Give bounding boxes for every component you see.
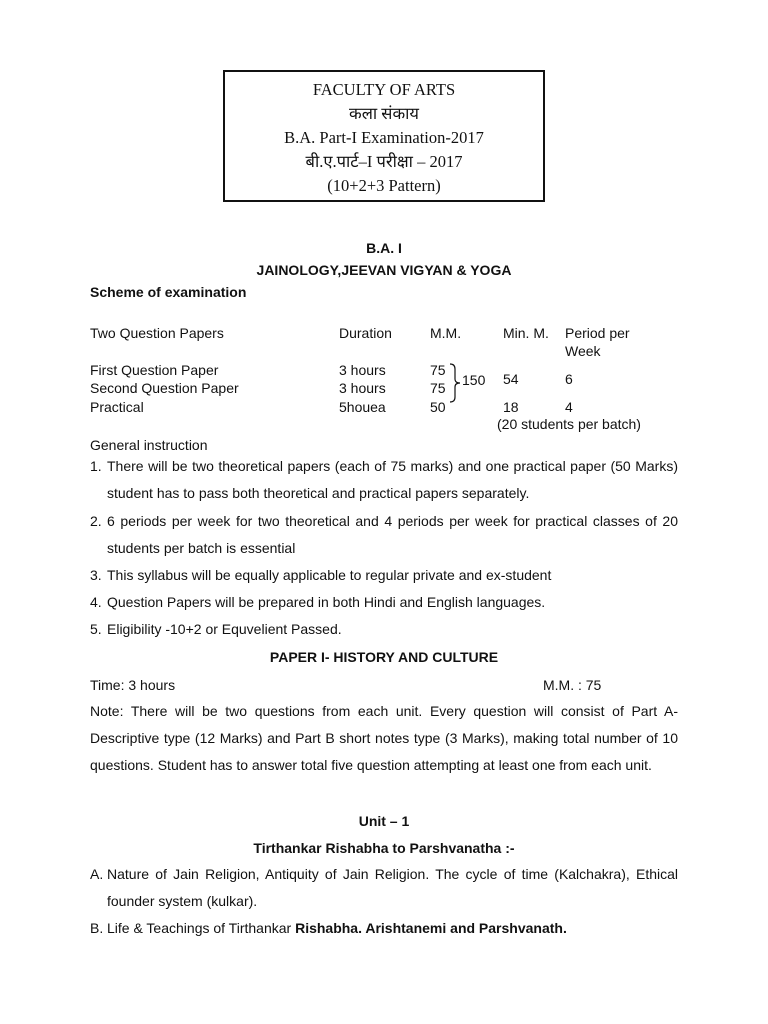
list-item-text: There will be two theoretical papers (each of 75 marks) and one practical paper (50 Marks) student has to pass both theoretical and practical papers separately. [107,458,678,501]
theory-period: 6 [565,371,573,387]
brace-icon [449,363,461,403]
header-box [223,70,545,202]
pattern-label: (10+2+3 Pattern) [327,176,441,195]
paper-max-marks: M.M. : 75 [543,677,602,693]
faculty-title: FACULTY OF ARTS [312,80,456,99]
list-item [90,508,678,562]
theory-total: 150 [462,372,486,388]
list-item-text-bold: Rishabha. Arishtanemi and Parshvanath. [295,920,567,936]
list-item [90,915,678,942]
list-item-text [90,915,678,942]
unit-heading: Unit – 1 [358,813,410,829]
col-duration: Duration [339,325,392,341]
batch-note: (20 students per batch) [497,416,641,432]
table-row-mm: 75 [430,362,446,378]
scheme-heading: Scheme of examination [90,284,247,300]
list-item [90,616,678,643]
list-item-number: 4. [90,594,102,610]
col-min: Min. M. [503,325,549,341]
instructions-heading: General instruction [90,437,208,453]
list-item [90,589,678,616]
table-row-duration: 5houea [339,399,386,415]
table-row-min: 18 [503,399,519,415]
table-row-duration: 3 hours [339,380,386,396]
table-row-mm: 75 [430,380,446,396]
paper-time: Time: 3 hours [90,677,176,693]
list-item-number: B. [90,920,104,936]
list-item-text: Question Papers will be prepared in both Hindi and English languages. [107,594,546,610]
list-item-number: 3. [90,567,102,583]
list-item [90,861,678,915]
table-row-paper: First Question Paper [90,362,219,378]
col-period: Period per [565,325,630,341]
list-item-number: 5. [90,621,102,637]
paper-note: Note: There will be two questions from each unit. Every question will consist of Part A- Descriptive type (12 Marks) and Part B short notes type (3 Marks), making total number of 10 questions. Student has to answer total five question attempting at least one from each unit. [90,703,678,773]
course-title: JAINOLOGY,JEEVAN VIGYAN & YOGA [256,262,512,278]
table-row-paper: Practical [90,399,144,415]
col-mm: M.M. [430,325,462,341]
theory-min: 54 [503,371,519,387]
list-item-number: A. [90,866,104,882]
exam-title-hindi: बी.ए.पार्ट–I परीक्षा – 2017 [305,152,463,171]
paper-heading: PAPER I- HISTORY AND CULTURE [269,649,499,665]
list-item-text: Eligibility -10+2 or Equvelient Passed. [107,621,342,637]
table-row-duration: 3 hours [339,362,386,378]
col-papers: Two Question Papers [90,325,224,341]
col-period-week: Week [565,343,601,359]
table-row-mm: 50 [430,399,446,415]
list-item [90,562,678,589]
list-item-text-plain: Life & Teachings of Tirthankar [107,920,296,936]
list-item-text: Nature of Jain Religion, Antiquity of Jain Religion. The cycle of time (Kalchakra), Ethical founder system (kulkar). [107,866,678,909]
unit-title: Tirthankar Rishabha to Parshvanatha :- [253,840,515,856]
table-row-paper: Second Question Paper [90,380,239,396]
list-item-number: 2. [90,513,102,529]
faculty-title-hindi: कला संकाय [349,104,419,123]
list-item-number: 1. [90,458,102,474]
table-row-period: 4 [565,399,573,415]
list-item-text: 6 periods per week for two theoretical and 4 periods per week for practical classes of 20 students per batch is essential [107,513,678,556]
exam-title: B.A. Part-I Examination-2017 [284,128,484,147]
list-item-text: This syllabus will be equally applicable to regular private and ex-student [107,567,552,583]
course-level: B.A. I [366,240,402,256]
list-item [90,453,678,507]
